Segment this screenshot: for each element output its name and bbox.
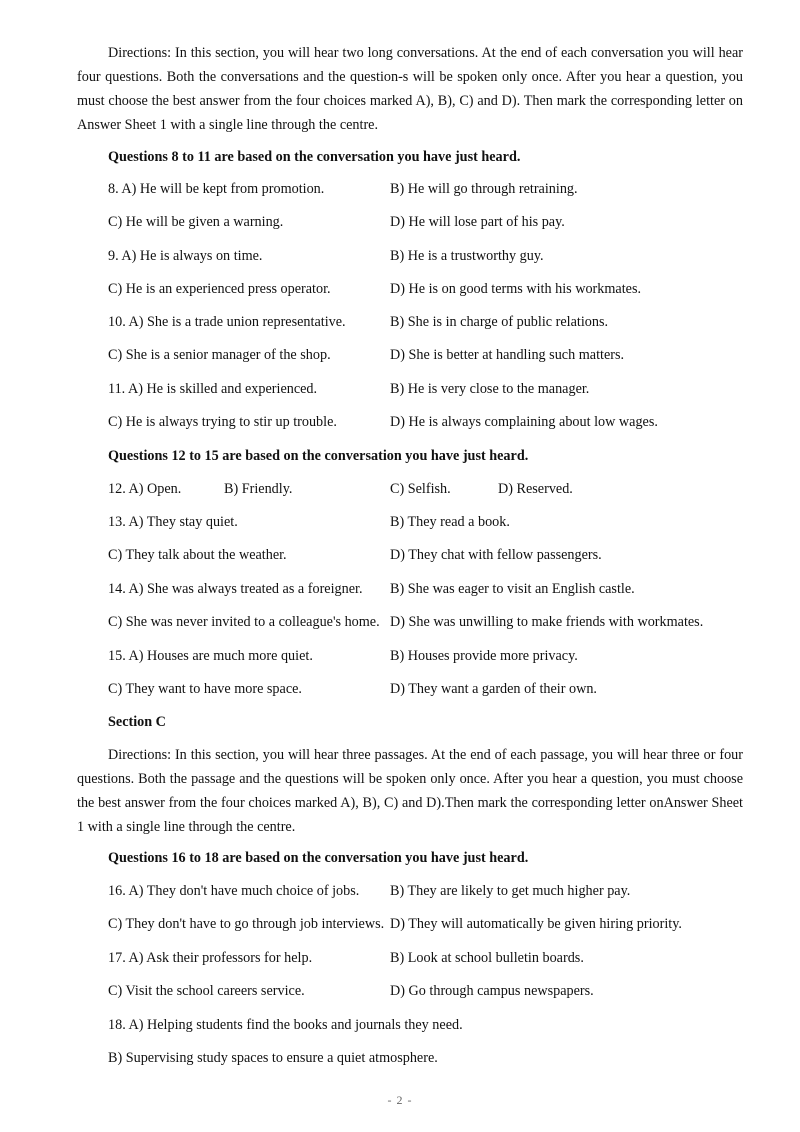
option-13c: C) They talk about the weather. (108, 547, 287, 563)
option-16c: C) They don't have to go through job interviews. (108, 916, 385, 932)
question-10-row-2 (108, 347, 748, 367)
option-17b: B) Look at school bulletin boards. (390, 950, 584, 966)
option-16b: B) They are likely to get much higher pay. (390, 883, 631, 899)
option-18b: B) Supervising study spaces to ensure a quiet atmosphere. (108, 1050, 438, 1066)
option-11a: 11. A) He is skilled and experienced. (108, 381, 318, 397)
option-12a: 12. A) Open. (108, 481, 182, 497)
option-11d: D) He is always complaining about low wages. (390, 414, 658, 430)
question-8-row-1 (108, 181, 748, 201)
option-10c: C) She is a senior manager of the shop. (108, 347, 331, 363)
option-9b: B) He is a trustworthy guy. (390, 248, 544, 264)
option-15d: D) They want a garden of their own. (390, 681, 597, 697)
option-15b: B) Houses provide more privacy. (390, 648, 578, 664)
option-13d: D) They chat with fellow passengers. (390, 547, 602, 563)
option-12c: C) Selfish. (390, 481, 451, 497)
option-9c: C) He is an experienced press operator. (108, 281, 331, 297)
question-16-row-1 (108, 883, 748, 903)
option-9d: D) He is on good terms with his workmates. (390, 281, 642, 297)
question-17-row-2 (108, 983, 748, 1003)
option-17c: C) Visit the school careers service. (108, 983, 305, 999)
option-8a: 8. A) He will be kept from promotion. (108, 181, 325, 197)
question-13-row-1 (108, 514, 748, 534)
option-16a: 16. A) They don't have much choice of jobs. (108, 883, 360, 899)
question-14-row-1 (108, 581, 748, 601)
option-8c: C) He will be given a warning. (108, 214, 284, 230)
option-9a: 9. A) He is always on time. (108, 248, 263, 264)
question-10-row-1 (108, 314, 748, 334)
question-15-row-1 (108, 648, 748, 668)
option-13b: B) They read a book. (390, 514, 510, 530)
option-8d: D) He will lose part of his pay. (390, 214, 565, 230)
page-number: - 2 - (387, 1093, 413, 1107)
option-15c: C) They want to have more space. (108, 681, 302, 697)
option-14d: D) She was unwilling to make friends with workmates. (390, 614, 704, 630)
option-12d: D) Reserved. (498, 481, 573, 497)
question-9-row-1 (108, 248, 748, 268)
option-10d: D) She is better at handling such matters. (390, 347, 625, 363)
question-11-row-1 (108, 381, 748, 401)
question-11-row-2 (108, 414, 748, 434)
option-17d: D) Go through campus newspapers. (390, 983, 594, 999)
question-15-row-2 (108, 681, 748, 701)
questions-12-15-heading: Questions 12 to 15 are based on the conversation you have just heard. (108, 448, 529, 464)
option-14a: 14. A) She was always treated as a foreigner. (108, 581, 363, 597)
option-14b: B) She was eager to visit an English castle. (390, 581, 635, 597)
section-c-directions: Directions: In this section, you will hear three passages. At the end of each passage, you will hear three or four questions. Both the passage and the questions will be spoken only once. After you hear a question, you must choose the best answer from the four choices marked A), B), C) and D).Then mark the corresponding letter onAnswer Sheet 1 with a single line through the centre. (77, 747, 743, 835)
question-17-row-1 (108, 950, 748, 970)
option-12b: B) Friendly. (224, 481, 293, 497)
option-11b: B) He is very close to the manager. (390, 381, 590, 397)
option-10b: B) She is in charge of public relations. (390, 314, 609, 330)
question-8-row-2 (108, 214, 748, 234)
option-17a: 17. A) Ask their professors for help. (108, 950, 313, 966)
section-b-directions: Directions: In this section, you will hear two long conversations. At the end of each conversation you will hear four questions. Both the conversations and the question-s will be spoken only once. After you hear a question, you must choose the best answer from the four choices marked A), B), C) and D). Then mark the corresponding letter on Answer Sheet 1 with a single line through the centre. (77, 45, 743, 133)
option-18a: 18. A) Helping students find the books and journals they need. (108, 1017, 463, 1033)
option-11c: C) He is always trying to stir up trouble. (108, 414, 337, 430)
option-16d: D) They will automatically be given hiring priority. (390, 916, 682, 932)
option-8b: B) He will go through retraining. (390, 181, 578, 197)
question-14-row-2 (108, 614, 748, 634)
question-16-row-2 (108, 916, 748, 936)
option-13a: 13. A) They stay quiet. (108, 514, 238, 530)
question-13-row-2 (108, 547, 748, 567)
option-15a: 15. A) Houses are much more quiet. (108, 648, 313, 664)
questions-16-18-heading: Questions 16 to 18 are based on the conversation you have just heard. (108, 850, 529, 866)
question-12-row (108, 481, 748, 501)
questions-8-11-heading: Questions 8 to 11 are based on the conversation you have just heard. (108, 149, 521, 165)
question-9-row-2 (108, 281, 748, 301)
option-10a: 10. A) She is a trade union representative. (108, 314, 346, 330)
section-c-title: Section C (108, 714, 166, 730)
option-14c: C) She was never invited to a colleague's home. (108, 614, 380, 630)
